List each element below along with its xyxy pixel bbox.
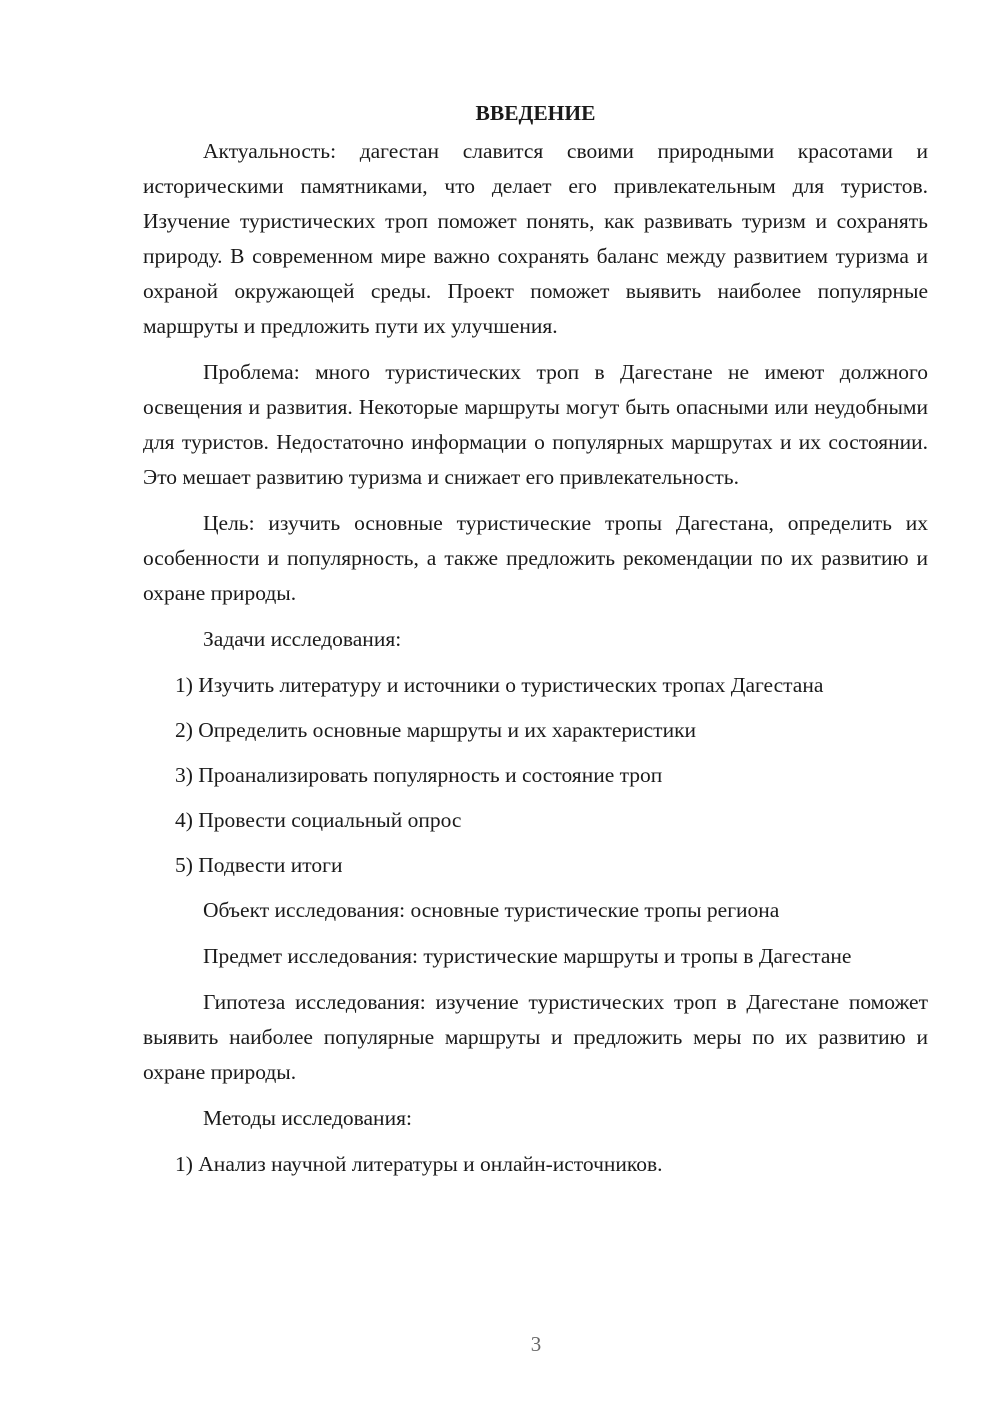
- document-body: [143, 96, 928, 1192]
- hypothesis-paragraph: Гипотеза исследования: изучение туристических троп в Дагестане поможет выявить наиболее популярные маршруты и предложить меры по их развитию и охране природы.: [143, 990, 928, 1084]
- list-item: 4) Провести социальный опрос: [175, 808, 462, 832]
- list-item: 1) Изучить литературу и источники о туристических тропах Дагестана: [175, 673, 824, 697]
- list-item: 3) Проанализировать популярность и состояние троп: [175, 763, 663, 787]
- relevance-paragraph: Актуальность: дагестан славится своими природными красотами и историческими памятниками, что делает его привлекательным для туристов. Изучение туристических троп поможет понять, как развивать туризм и сохранять природу. В современном мире важно сохранять баланс между развитием туризма и охраной окружающей среды. Проект поможет выявить наиболее популярные маршруты и предложить пути их улучшения.: [143, 139, 928, 338]
- list-item: 5) Подвести итоги: [175, 853, 343, 877]
- tasks-list: [143, 668, 928, 883]
- section-title: ВВЕДЕНИЕ: [475, 101, 596, 125]
- subject-paragraph: Предмет исследования: туристические маршруты и тропы в Дагестане: [203, 944, 852, 968]
- tasks-heading: Задачи исследования:: [203, 627, 402, 651]
- methods-list: [143, 1147, 928, 1182]
- goal-paragraph: Цель: изучить основные туристические тропы Дагестана, определить их особенности и популярность, а также предложить рекомендации по их развитию и охране природы.: [143, 511, 928, 605]
- list-item: 2) Определить основные маршруты и их характеристики: [175, 718, 697, 742]
- page-number: 3: [530, 1332, 542, 1356]
- methods-heading: Методы исследования:: [203, 1106, 412, 1130]
- list-item: 1) Анализ научной литературы и онлайн-источников.: [175, 1152, 663, 1176]
- object-paragraph: Объект исследования: основные туристические тропы региона: [203, 898, 780, 922]
- problem-paragraph: Проблема: много туристических троп в Дагестане не имеют должного освещения и развития. Некоторые маршруты могут быть опасными или неудобными для туристов. Недостаточно информации о популярных маршрутах и их состоянии. Это мешает развитию туризма и снижает его привлекательность.: [143, 360, 928, 489]
